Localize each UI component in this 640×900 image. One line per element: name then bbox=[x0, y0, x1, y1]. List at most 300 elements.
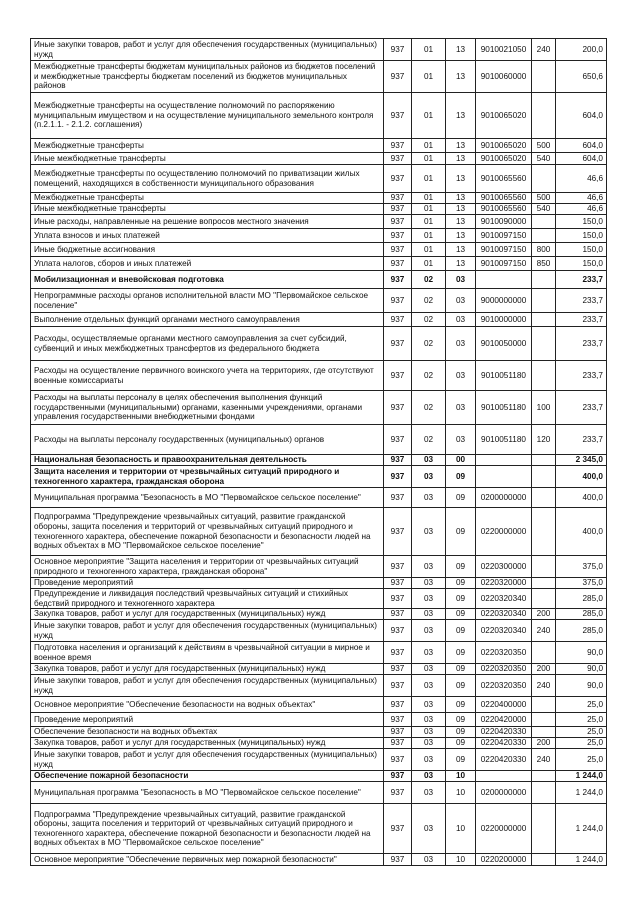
row-pr-cell: 09 bbox=[446, 642, 476, 664]
row-pr-cell: 09 bbox=[446, 488, 476, 508]
row-pr-cell: 03 bbox=[446, 391, 476, 425]
row-rz-cell: 02 bbox=[412, 361, 446, 391]
row-pr-cell: 13 bbox=[446, 229, 476, 243]
row-vr-cell: 200 bbox=[532, 664, 556, 675]
row-csr-cell: 9010065020 bbox=[476, 153, 532, 165]
row-name-cell: Расходы на выплаты персоналу государственных (муниципальных) органов bbox=[31, 425, 384, 455]
row-rz-cell: 01 bbox=[412, 215, 446, 229]
row-name-cell: Обеспечение пожарной безопасности bbox=[31, 771, 384, 782]
table-row bbox=[31, 153, 607, 165]
row-name-cell: Межбюджетные трансферты bbox=[31, 139, 384, 153]
row-vr-cell bbox=[532, 229, 556, 243]
row-ved-cell: 937 bbox=[384, 193, 412, 204]
table-row bbox=[31, 289, 607, 313]
row-vr-cell bbox=[532, 642, 556, 664]
row-vr-cell bbox=[532, 508, 556, 556]
table-row bbox=[31, 466, 607, 488]
row-rz-cell: 03 bbox=[412, 804, 446, 854]
row-sum-cell: 25,0 bbox=[556, 697, 607, 713]
row-pr-cell: 09 bbox=[446, 620, 476, 642]
row-csr-cell: 0220420330 bbox=[476, 727, 532, 738]
row-rz-cell: 01 bbox=[412, 193, 446, 204]
row-vr-cell bbox=[532, 488, 556, 508]
row-vr-cell bbox=[532, 327, 556, 361]
row-csr-cell: 9010097150 bbox=[476, 243, 532, 257]
row-vr-cell: 240 bbox=[532, 620, 556, 642]
row-csr-cell: 9010000000 bbox=[476, 313, 532, 327]
row-pr-cell: 09 bbox=[446, 508, 476, 556]
table-row bbox=[31, 327, 607, 361]
row-rz-cell: 02 bbox=[412, 327, 446, 361]
table-row bbox=[31, 609, 607, 620]
row-vr-cell bbox=[532, 313, 556, 327]
row-ved-cell: 937 bbox=[384, 664, 412, 675]
row-ved-cell: 937 bbox=[384, 589, 412, 609]
table-row bbox=[31, 589, 607, 609]
row-pr-cell: 13 bbox=[446, 215, 476, 229]
row-sum-cell: 46,6 bbox=[556, 193, 607, 204]
row-sum-cell: 400,0 bbox=[556, 508, 607, 556]
row-name-cell: Уплата налогов, сборов и иных платежей bbox=[31, 257, 384, 271]
table-row bbox=[31, 61, 607, 93]
row-ved-cell: 937 bbox=[384, 425, 412, 455]
row-pr-cell: 03 bbox=[446, 313, 476, 327]
row-csr-cell: 0200000000 bbox=[476, 488, 532, 508]
row-vr-cell bbox=[532, 61, 556, 93]
row-ved-cell: 937 bbox=[384, 257, 412, 271]
row-name-cell: Национальная безопасность и правоохранительная деятельность bbox=[31, 455, 384, 466]
row-rz-cell: 03 bbox=[412, 664, 446, 675]
row-ved-cell: 937 bbox=[384, 61, 412, 93]
row-pr-cell: 09 bbox=[446, 697, 476, 713]
row-sum-cell: 150,0 bbox=[556, 243, 607, 257]
row-csr-cell: 9010050000 bbox=[476, 327, 532, 361]
row-rz-cell: 03 bbox=[412, 675, 446, 697]
row-rz-cell: 03 bbox=[412, 508, 446, 556]
row-csr-cell: 0220320340 bbox=[476, 620, 532, 642]
row-ved-cell: 937 bbox=[384, 243, 412, 257]
row-csr-cell: 9010051180 bbox=[476, 425, 532, 455]
row-vr-cell: 540 bbox=[532, 204, 556, 215]
row-sum-cell: 400,0 bbox=[556, 488, 607, 508]
row-name-cell: Расходы на выплаты персоналу в целях обеспечения выполнения функций государственными (муниципальными) органами, казенными учреждениями, органами управления государственными внебюджетными фондами bbox=[31, 391, 384, 425]
row-name-cell: Иные закупки товаров, работ и услуг для обеспечения государственных (муниципальных) нужд bbox=[31, 675, 384, 697]
row-pr-cell: 13 bbox=[446, 139, 476, 153]
row-ved-cell: 937 bbox=[384, 466, 412, 488]
row-name-cell: Проведение мероприятий bbox=[31, 578, 384, 589]
row-vr-cell bbox=[532, 271, 556, 289]
row-vr-cell bbox=[532, 215, 556, 229]
row-rz-cell: 01 bbox=[412, 39, 446, 61]
row-rz-cell: 03 bbox=[412, 713, 446, 727]
row-sum-cell: 46,6 bbox=[556, 204, 607, 215]
row-name-cell: Расходы на осуществление первичного воинского учета на территориях, где отсутствуют военные комиссариаты bbox=[31, 361, 384, 391]
row-ved-cell: 937 bbox=[384, 139, 412, 153]
row-sum-cell: 650,6 bbox=[556, 61, 607, 93]
row-sum-cell: 375,0 bbox=[556, 578, 607, 589]
row-sum-cell: 90,0 bbox=[556, 642, 607, 664]
table-row bbox=[31, 229, 607, 243]
row-rz-cell: 03 bbox=[412, 578, 446, 589]
row-name-cell: Подготовка населения и организаций к действиям в чрезвычайной ситуации в мирное и военное время bbox=[31, 642, 384, 664]
row-ved-cell: 937 bbox=[384, 508, 412, 556]
row-sum-cell: 604,0 bbox=[556, 93, 607, 139]
row-csr-cell: 0220000000 bbox=[476, 804, 532, 854]
budget-table-body bbox=[31, 39, 607, 866]
row-vr-cell: 540 bbox=[532, 153, 556, 165]
table-row bbox=[31, 727, 607, 738]
row-vr-cell bbox=[532, 455, 556, 466]
row-vr-cell bbox=[532, 804, 556, 854]
row-rz-cell: 01 bbox=[412, 61, 446, 93]
row-vr-cell: 100 bbox=[532, 391, 556, 425]
row-sum-cell: 200,0 bbox=[556, 39, 607, 61]
row-name-cell: Иные расходы, направленные на решение вопросов местного значения bbox=[31, 215, 384, 229]
row-csr-cell: 0220000000 bbox=[476, 508, 532, 556]
row-ved-cell: 937 bbox=[384, 578, 412, 589]
row-rz-cell: 03 bbox=[412, 697, 446, 713]
row-sum-cell: 604,0 bbox=[556, 153, 607, 165]
row-vr-cell: 240 bbox=[532, 39, 556, 61]
row-name-cell: Закупка товаров, работ и услуг для государственных (муниципальных) нужд bbox=[31, 664, 384, 675]
row-ved-cell: 937 bbox=[384, 391, 412, 425]
row-sum-cell: 285,0 bbox=[556, 609, 607, 620]
row-sum-cell: 233,7 bbox=[556, 425, 607, 455]
row-rz-cell: 01 bbox=[412, 257, 446, 271]
row-rz-cell: 03 bbox=[412, 488, 446, 508]
table-row bbox=[31, 93, 607, 139]
row-csr-cell: 9010097150 bbox=[476, 257, 532, 271]
row-sum-cell: 604,0 bbox=[556, 139, 607, 153]
table-row bbox=[31, 749, 607, 771]
row-pr-cell: 10 bbox=[446, 782, 476, 804]
row-sum-cell: 233,7 bbox=[556, 313, 607, 327]
row-csr-cell: 9010051180 bbox=[476, 391, 532, 425]
row-ved-cell: 937 bbox=[384, 455, 412, 466]
row-csr-cell: 9010097150 bbox=[476, 229, 532, 243]
row-vr-cell: 240 bbox=[532, 749, 556, 771]
table-row bbox=[31, 243, 607, 257]
row-ved-cell: 937 bbox=[384, 556, 412, 578]
row-pr-cell: 13 bbox=[446, 39, 476, 61]
row-csr-cell: 9010060000 bbox=[476, 61, 532, 93]
row-vr-cell bbox=[532, 165, 556, 193]
row-ved-cell: 937 bbox=[384, 738, 412, 749]
row-csr-cell: 0220400000 bbox=[476, 697, 532, 713]
row-name-cell: Мобилизационная и вневойсковая подготовка bbox=[31, 271, 384, 289]
row-name-cell: Межбюджетные трансферты bbox=[31, 193, 384, 204]
row-vr-cell: 120 bbox=[532, 425, 556, 455]
row-pr-cell: 09 bbox=[446, 713, 476, 727]
row-name-cell: Обеспечение безопасности на водных объектах bbox=[31, 727, 384, 738]
row-name-cell: Закупка товаров, работ и услуг для государственных (муниципальных) нужд bbox=[31, 609, 384, 620]
row-name-cell: Основное мероприятие "Защита населения и территории от чрезвычайных ситуаций природного и техногенного характера, гражданская оборона" bbox=[31, 556, 384, 578]
row-pr-cell: 09 bbox=[446, 609, 476, 620]
row-sum-cell: 400,0 bbox=[556, 466, 607, 488]
table-row bbox=[31, 488, 607, 508]
row-csr-cell: 0220300000 bbox=[476, 556, 532, 578]
row-pr-cell: 03 bbox=[446, 327, 476, 361]
table-row bbox=[31, 620, 607, 642]
row-ved-cell: 937 bbox=[384, 204, 412, 215]
table-row bbox=[31, 782, 607, 804]
row-ved-cell: 937 bbox=[384, 749, 412, 771]
row-pr-cell: 10 bbox=[446, 771, 476, 782]
row-name-cell: Закупка товаров, работ и услуг для государственных (муниципальных) нужд bbox=[31, 738, 384, 749]
table-row bbox=[31, 804, 607, 854]
row-name-cell: Межбюджетные трансферты бюджетам муниципальных районов из бюджетов поселений и межбюджетные трансферты бюджетам поселений из бюджетов муниципальных районов bbox=[31, 61, 384, 93]
row-name-cell: Проведение мероприятий bbox=[31, 713, 384, 727]
table-row bbox=[31, 313, 607, 327]
row-csr-cell: 9010090000 bbox=[476, 215, 532, 229]
table-row bbox=[31, 361, 607, 391]
row-name-cell: Уплата взносов и иных платежей bbox=[31, 229, 384, 243]
row-csr-cell: 9010021050 bbox=[476, 39, 532, 61]
row-sum-cell: 25,0 bbox=[556, 749, 607, 771]
table-row bbox=[31, 39, 607, 61]
row-vr-cell bbox=[532, 556, 556, 578]
row-csr-cell: 0220420000 bbox=[476, 713, 532, 727]
row-pr-cell: 13 bbox=[446, 257, 476, 271]
row-vr-cell bbox=[532, 289, 556, 313]
row-rz-cell: 03 bbox=[412, 466, 446, 488]
row-pr-cell: 03 bbox=[446, 361, 476, 391]
row-sum-cell: 46,6 bbox=[556, 165, 607, 193]
row-ved-cell: 937 bbox=[384, 327, 412, 361]
table-row bbox=[31, 204, 607, 215]
table-row bbox=[31, 193, 607, 204]
row-csr-cell: 9010065560 bbox=[476, 204, 532, 215]
row-ved-cell: 937 bbox=[384, 215, 412, 229]
row-csr-cell bbox=[476, 271, 532, 289]
row-sum-cell: 375,0 bbox=[556, 556, 607, 578]
row-csr-cell: 0220320340 bbox=[476, 609, 532, 620]
row-sum-cell: 150,0 bbox=[556, 257, 607, 271]
row-csr-cell: 0220420330 bbox=[476, 749, 532, 771]
row-rz-cell: 01 bbox=[412, 153, 446, 165]
row-rz-cell: 02 bbox=[412, 271, 446, 289]
row-ved-cell: 937 bbox=[384, 727, 412, 738]
table-row bbox=[31, 664, 607, 675]
row-ved-cell: 937 bbox=[384, 313, 412, 327]
table-row bbox=[31, 556, 607, 578]
row-vr-cell: 200 bbox=[532, 609, 556, 620]
row-pr-cell: 09 bbox=[446, 466, 476, 488]
row-csr-cell: 9010065020 bbox=[476, 139, 532, 153]
row-csr-cell bbox=[476, 771, 532, 782]
table-row bbox=[31, 675, 607, 697]
table-row bbox=[31, 738, 607, 749]
row-csr-cell: 0200000000 bbox=[476, 782, 532, 804]
row-vr-cell: 500 bbox=[532, 139, 556, 153]
row-ved-cell: 937 bbox=[384, 854, 412, 866]
table-row bbox=[31, 713, 607, 727]
row-name-cell: Межбюджетные трансферты на осуществление полномочий по распоряжению муниципальным имуществом и на осуществление муниципального земельного контроля (п.2.1.1. - 2.1.2. соглашения) bbox=[31, 93, 384, 139]
row-ved-cell: 937 bbox=[384, 165, 412, 193]
row-sum-cell: 90,0 bbox=[556, 664, 607, 675]
row-ved-cell: 937 bbox=[384, 39, 412, 61]
table-row bbox=[31, 455, 607, 466]
row-csr-cell: 0220420330 bbox=[476, 738, 532, 749]
row-sum-cell: 1 244,0 bbox=[556, 771, 607, 782]
table-row bbox=[31, 271, 607, 289]
table-row bbox=[31, 508, 607, 556]
row-csr-cell: 9010065560 bbox=[476, 165, 532, 193]
row-vr-cell bbox=[532, 578, 556, 589]
row-ved-cell: 937 bbox=[384, 93, 412, 139]
row-sum-cell: 233,7 bbox=[556, 391, 607, 425]
row-ved-cell: 937 bbox=[384, 620, 412, 642]
row-csr-cell: 9010051180 bbox=[476, 361, 532, 391]
row-sum-cell: 25,0 bbox=[556, 727, 607, 738]
row-vr-cell bbox=[532, 854, 556, 866]
row-csr-cell: 0220320340 bbox=[476, 589, 532, 609]
row-ved-cell: 937 bbox=[384, 771, 412, 782]
row-pr-cell: 09 bbox=[446, 675, 476, 697]
row-sum-cell: 25,0 bbox=[556, 738, 607, 749]
row-csr-cell: 0220320350 bbox=[476, 675, 532, 697]
row-pr-cell: 13 bbox=[446, 193, 476, 204]
row-rz-cell: 02 bbox=[412, 425, 446, 455]
row-vr-cell bbox=[532, 771, 556, 782]
row-vr-cell: 800 bbox=[532, 243, 556, 257]
row-ved-cell: 937 bbox=[384, 782, 412, 804]
row-vr-cell bbox=[532, 589, 556, 609]
table-row bbox=[31, 391, 607, 425]
row-sum-cell: 1 244,0 bbox=[556, 804, 607, 854]
row-sum-cell: 233,7 bbox=[556, 289, 607, 313]
row-name-cell: Иные межбюджетные трансферты bbox=[31, 204, 384, 215]
row-vr-cell bbox=[532, 713, 556, 727]
row-csr-cell bbox=[476, 466, 532, 488]
row-ved-cell: 937 bbox=[384, 361, 412, 391]
row-ved-cell: 937 bbox=[384, 229, 412, 243]
row-pr-cell: 13 bbox=[446, 165, 476, 193]
row-csr-cell: 0220200000 bbox=[476, 854, 532, 866]
row-ved-cell: 937 bbox=[384, 642, 412, 664]
row-csr-cell: 0220320350 bbox=[476, 664, 532, 675]
row-name-cell: Иные закупки товаров, работ и услуг для обеспечения государственных (муниципальных) нужд bbox=[31, 620, 384, 642]
row-sum-cell: 150,0 bbox=[556, 215, 607, 229]
row-name-cell: Иные закупки товаров, работ и услуг для обеспечения государственных (муниципальных) нужд bbox=[31, 749, 384, 771]
row-pr-cell: 10 bbox=[446, 854, 476, 866]
row-sum-cell: 1 244,0 bbox=[556, 782, 607, 804]
row-sum-cell: 90,0 bbox=[556, 675, 607, 697]
row-vr-cell bbox=[532, 697, 556, 713]
row-sum-cell: 285,0 bbox=[556, 589, 607, 609]
row-name-cell: Иные межбюджетные трансферты bbox=[31, 153, 384, 165]
row-rz-cell: 03 bbox=[412, 771, 446, 782]
row-pr-cell: 13 bbox=[446, 204, 476, 215]
row-name-cell: Выполнение отдельных функций органами местного самоуправления bbox=[31, 313, 384, 327]
row-rz-cell: 01 bbox=[412, 93, 446, 139]
table-row bbox=[31, 854, 607, 866]
row-csr-cell: 9000000000 bbox=[476, 289, 532, 313]
row-vr-cell: 500 bbox=[532, 193, 556, 204]
row-vr-cell: 850 bbox=[532, 257, 556, 271]
row-ved-cell: 937 bbox=[384, 697, 412, 713]
row-pr-cell: 13 bbox=[446, 153, 476, 165]
row-name-cell: Непрограммные расходы органов исполнительной власти МО "Первомайское сельское поселение" bbox=[31, 289, 384, 313]
row-vr-cell bbox=[532, 361, 556, 391]
row-vr-cell bbox=[532, 466, 556, 488]
row-sum-cell: 150,0 bbox=[556, 229, 607, 243]
row-pr-cell: 13 bbox=[446, 93, 476, 139]
row-rz-cell: 01 bbox=[412, 229, 446, 243]
row-pr-cell: 09 bbox=[446, 664, 476, 675]
row-name-cell: Иные закупки товаров, работ и услуг для обеспечения государственных (муниципальных) нужд bbox=[31, 39, 384, 61]
row-vr-cell bbox=[532, 727, 556, 738]
row-ved-cell: 937 bbox=[384, 675, 412, 697]
row-rz-cell: 03 bbox=[412, 609, 446, 620]
row-name-cell: Основное мероприятие "Обеспечение первичных мер пожарной безопасности" bbox=[31, 854, 384, 866]
row-ved-cell: 937 bbox=[384, 271, 412, 289]
row-pr-cell: 09 bbox=[446, 589, 476, 609]
row-pr-cell: 09 bbox=[446, 578, 476, 589]
table-row bbox=[31, 215, 607, 229]
row-name-cell: Муниципальная программа "Безопасность в МО "Первомайское сельское поселение" bbox=[31, 782, 384, 804]
row-csr-cell: 0220320000 bbox=[476, 578, 532, 589]
row-name-cell: Муниципальная программа "Безопасность в МО "Первомайское сельское поселение" bbox=[31, 488, 384, 508]
row-rz-cell: 02 bbox=[412, 289, 446, 313]
table-row bbox=[31, 697, 607, 713]
row-csr-cell: 9010065560 bbox=[476, 193, 532, 204]
row-name-cell: Расходы, осуществляемые органами местного самоуправления за счет субсидий, субвенций и иных межбюджетных трансфертов из федерального бюджета bbox=[31, 327, 384, 361]
row-sum-cell: 233,7 bbox=[556, 271, 607, 289]
table-row bbox=[31, 165, 607, 193]
row-rz-cell: 03 bbox=[412, 738, 446, 749]
row-name-cell: Иные бюджетные ассигнования bbox=[31, 243, 384, 257]
table-row bbox=[31, 257, 607, 271]
row-ved-cell: 937 bbox=[384, 609, 412, 620]
row-rz-cell: 03 bbox=[412, 727, 446, 738]
row-pr-cell: 03 bbox=[446, 289, 476, 313]
row-vr-cell bbox=[532, 782, 556, 804]
row-ved-cell: 937 bbox=[384, 488, 412, 508]
row-pr-cell: 13 bbox=[446, 243, 476, 257]
row-name-cell: Подпрограмма "Предупреждение чрезвычайных ситуаций, развитие гражданской обороны, защита поселения и территорий от чрезвычайных ситуаций природного и техногенного характера, обеспечение пожарной безопасности и безопасности людей на водных объектах в МО "Первомайское сельское поселение" bbox=[31, 508, 384, 556]
row-pr-cell: 09 bbox=[446, 727, 476, 738]
row-rz-cell: 02 bbox=[412, 313, 446, 327]
row-sum-cell: 25,0 bbox=[556, 713, 607, 727]
row-pr-cell: 00 bbox=[446, 455, 476, 466]
row-ved-cell: 937 bbox=[384, 804, 412, 854]
row-pr-cell: 03 bbox=[446, 425, 476, 455]
table-row bbox=[31, 139, 607, 153]
row-pr-cell: 09 bbox=[446, 556, 476, 578]
row-rz-cell: 03 bbox=[412, 556, 446, 578]
row-rz-cell: 03 bbox=[412, 620, 446, 642]
row-rz-cell: 03 bbox=[412, 642, 446, 664]
row-name-cell: Защита населения и территории от чрезвычайных ситуаций природного и техногенного характера, гражданская оборона bbox=[31, 466, 384, 488]
row-name-cell: Подпрограмма "Предупреждение чрезвычайных ситуаций, развитие гражданской обороны, защита поселения и территорий от чрезвычайных ситуаций природного и техногенного характера, обеспечение пожарной безопасности и безопасности людей на водных объектах в МО "Первомайское сельское поселение" bbox=[31, 804, 384, 854]
row-rz-cell: 01 bbox=[412, 165, 446, 193]
table-row bbox=[31, 425, 607, 455]
row-ved-cell: 937 bbox=[384, 153, 412, 165]
row-rz-cell: 03 bbox=[412, 589, 446, 609]
row-rz-cell: 03 bbox=[412, 782, 446, 804]
table-row bbox=[31, 578, 607, 589]
row-csr-cell: 9010065020 bbox=[476, 93, 532, 139]
row-rz-cell: 02 bbox=[412, 391, 446, 425]
row-rz-cell: 01 bbox=[412, 243, 446, 257]
row-vr-cell bbox=[532, 93, 556, 139]
row-pr-cell: 09 bbox=[446, 738, 476, 749]
budget-table-page bbox=[30, 38, 606, 866]
row-rz-cell: 03 bbox=[412, 854, 446, 866]
row-sum-cell: 2 345,0 bbox=[556, 455, 607, 466]
row-vr-cell: 200 bbox=[532, 738, 556, 749]
